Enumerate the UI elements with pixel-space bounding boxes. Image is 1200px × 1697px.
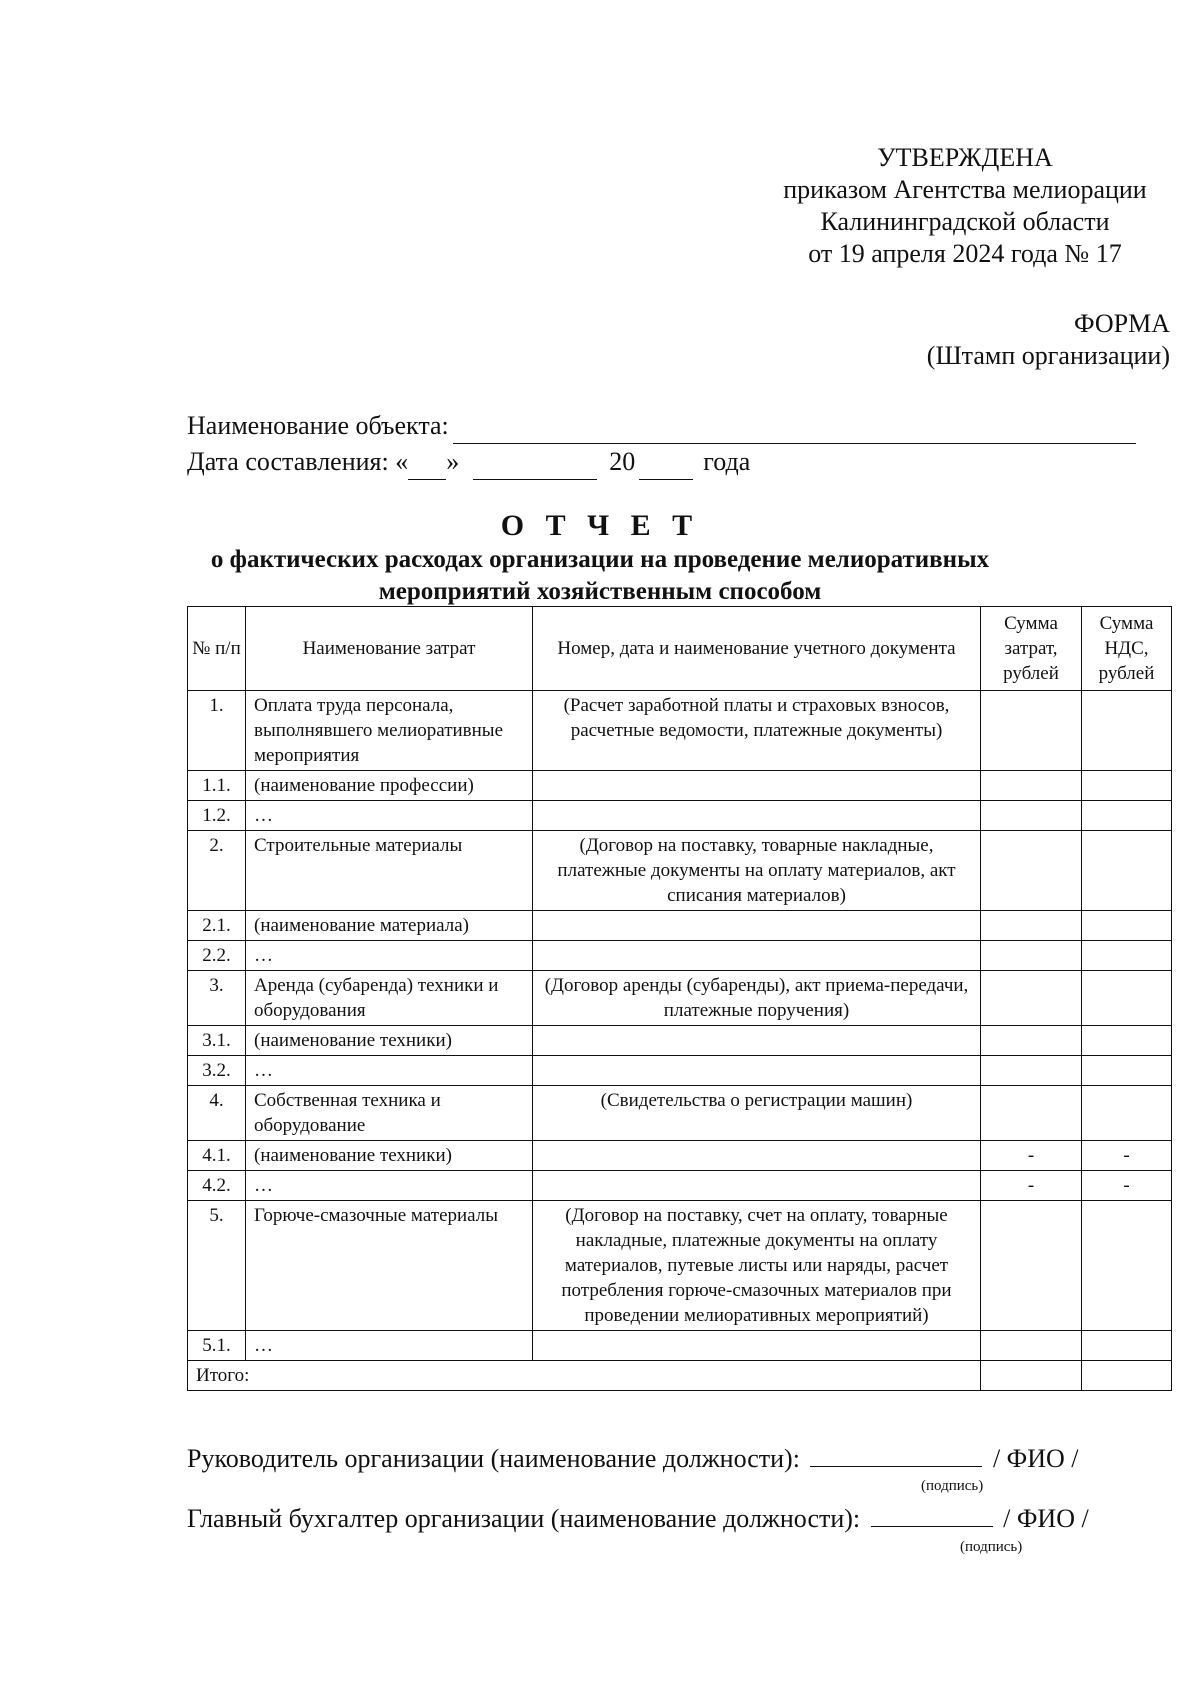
row-vat[interactable]: [1082, 1056, 1172, 1086]
day-blank[interactable]: [408, 455, 446, 480]
approval-line-1: УТВЕРЖДЕНА: [877, 143, 1053, 172]
report-title: [0, 508, 1200, 608]
row-expense-name: (наименование техники): [246, 1141, 533, 1171]
row-document[interactable]: [533, 1171, 981, 1201]
table-row: [188, 1171, 1172, 1201]
row-vat[interactable]: [1082, 971, 1172, 1026]
row-sum[interactable]: [981, 831, 1082, 911]
row-sum[interactable]: [981, 941, 1082, 971]
month-blank[interactable]: [473, 455, 597, 480]
table-row: [188, 1056, 1172, 1086]
row-num: 2.: [188, 831, 246, 911]
row-document[interactable]: (Договор аренды (субаренды), акт приема-передачи, платежные поручения): [533, 971, 981, 1026]
stamp-label: (Штамп организации): [926, 341, 1170, 370]
row-sum[interactable]: [981, 1201, 1082, 1331]
row-document[interactable]: [533, 1056, 981, 1086]
accountant-signature-line: [187, 1498, 1089, 1534]
row-vat[interactable]: [1082, 1086, 1172, 1141]
date-label: Дата составления: «: [187, 447, 409, 476]
form-label: ФОРМА: [1074, 309, 1170, 338]
row-sum[interactable]: [981, 1026, 1082, 1056]
header-num: № п/п: [188, 607, 246, 691]
row-expense-name: …: [246, 1056, 533, 1086]
row-document[interactable]: (Договор на поставку, счет на оплату, товарные накладные, платежные документы на оплату материалов, путевые листы или наряды, расчет потребления горюче-смазочных материалов при проведении мелиоративных мероприятий): [533, 1201, 981, 1331]
header-doc: Номер, дата и наименование учетного документа: [533, 607, 981, 691]
year-blank[interactable]: [639, 455, 693, 480]
table-row: [188, 1331, 1172, 1361]
approval-line-4: от 19 апреля 2024 года № 17: [808, 239, 1122, 268]
row-sum[interactable]: [981, 971, 1082, 1026]
row-document[interactable]: [533, 801, 981, 831]
row-vat[interactable]: [1082, 1201, 1172, 1331]
date-quote-close: »: [446, 447, 460, 476]
object-name-line: [187, 408, 1140, 444]
accountant-signature-blank[interactable]: [871, 1498, 993, 1527]
table-body: [188, 691, 1172, 1361]
row-vat[interactable]: [1082, 771, 1172, 801]
table-row: [188, 771, 1172, 801]
row-document[interactable]: [533, 1026, 981, 1056]
year-prefix: 20: [609, 447, 636, 476]
total-vat[interactable]: [1082, 1361, 1172, 1391]
row-expense-name: Аренда (субаренда) техники и оборудования: [246, 971, 533, 1026]
row-sum[interactable]: [981, 801, 1082, 831]
row-expense-name: (наименование техники): [246, 1026, 533, 1056]
table-row: [188, 1201, 1172, 1331]
row-document[interactable]: [533, 771, 981, 801]
row-sum[interactable]: -: [981, 1141, 1082, 1171]
row-sum[interactable]: [981, 691, 1082, 771]
total-sum[interactable]: [981, 1361, 1082, 1391]
row-num: 3.: [188, 971, 246, 1026]
year-suffix: года: [703, 447, 751, 476]
row-sum[interactable]: [981, 1056, 1082, 1086]
header-fields: [187, 408, 1140, 480]
row-num: 4.2.: [188, 1171, 246, 1201]
report-title-main: О Т Ч Е Т: [500, 509, 700, 542]
row-document[interactable]: (Договор на поставку, товарные накладные, платежные документы на оплату материалов, акт списания материалов): [533, 831, 981, 911]
row-num: 4.: [188, 1086, 246, 1141]
object-name-label: Наименование объекта:: [187, 411, 449, 440]
header-name: Наименование затрат: [246, 607, 533, 691]
table-header-row: [188, 607, 1172, 691]
row-vat[interactable]: [1082, 831, 1172, 911]
row-vat[interactable]: -: [1082, 1141, 1172, 1171]
row-vat[interactable]: [1082, 941, 1172, 971]
row-num: 2.1.: [188, 911, 246, 941]
table-row: [188, 971, 1172, 1026]
table-row: [188, 1086, 1172, 1141]
row-num: 3.1.: [188, 1026, 246, 1056]
row-document[interactable]: [533, 1141, 981, 1171]
row-expense-name: …: [246, 1171, 533, 1201]
row-expense-name: (наименование профессии): [246, 771, 533, 801]
row-num: 1.: [188, 691, 246, 771]
table-row: [188, 831, 1172, 911]
date-line: [187, 444, 1140, 480]
row-num: 1.2.: [188, 801, 246, 831]
row-document[interactable]: [533, 911, 981, 941]
accountant-signature-caption: (подпись): [960, 1539, 1023, 1555]
table-row: [188, 941, 1172, 971]
head-fio: / ФИО /: [992, 1444, 1079, 1473]
accountant-fio: / ФИО /: [1003, 1504, 1089, 1533]
table-row: [188, 691, 1172, 771]
total-label: Итого:: [188, 1361, 981, 1391]
header-sum: Сумма затрат, рублей: [981, 607, 1082, 691]
row-sum[interactable]: [981, 1086, 1082, 1141]
row-expense-name: …: [246, 1331, 533, 1361]
row-num: 4.1.: [188, 1141, 246, 1171]
table-row: [188, 801, 1172, 831]
row-sum[interactable]: [981, 771, 1082, 801]
row-sum[interactable]: -: [981, 1171, 1082, 1201]
approval-line-3: Калининградской области: [820, 207, 1110, 236]
row-document[interactable]: (Свидетельства о регистрации машин): [533, 1086, 981, 1141]
row-document[interactable]: [533, 941, 981, 971]
row-num: 3.2.: [188, 1056, 246, 1086]
row-sum[interactable]: [981, 911, 1082, 941]
row-document[interactable]: (Расчет заработной платы и страховых взносов, расчетные ведомости, платежные документы): [533, 691, 981, 771]
row-vat[interactable]: [1082, 801, 1172, 831]
form-label-block: [927, 308, 1170, 372]
head-label: Руководитель организации (наименование должности):: [187, 1444, 800, 1473]
row-expense-name: Строительные материалы: [246, 831, 533, 911]
head-signature-line: [187, 1438, 1079, 1474]
report-title-sub-2: мероприятий хозяйственным способом: [378, 578, 822, 605]
object-name-blank[interactable]: [453, 419, 1136, 444]
table-row: [188, 1141, 1172, 1171]
report-title-sub-1: о фактических расходах организации на проведение мелиоративных: [210, 546, 990, 573]
row-num: 2.2.: [188, 941, 246, 971]
row-num: 1.1.: [188, 771, 246, 801]
accountant-label: Главный бухгалтер организации (наименование должности):: [187, 1504, 861, 1533]
row-document[interactable]: [533, 1331, 981, 1361]
row-vat[interactable]: [1082, 911, 1172, 941]
table-row: [188, 1026, 1172, 1056]
row-sum[interactable]: [981, 1331, 1082, 1361]
row-expense-name: …: [246, 941, 533, 971]
table-row: [188, 911, 1172, 941]
head-signature-caption: (подпись): [921, 1478, 984, 1494]
row-expense-name: Горюче-смазочные материалы: [246, 1201, 533, 1331]
row-expense-name: …: [246, 801, 533, 831]
head-signature-blank[interactable]: [810, 1438, 982, 1467]
row-vat[interactable]: -: [1082, 1171, 1172, 1201]
row-expense-name: Оплата труда персонала, выполнявшего мелиоративные мероприятия: [246, 691, 533, 771]
expense-table: [187, 606, 1172, 1391]
row-vat[interactable]: [1082, 1331, 1172, 1361]
row-vat[interactable]: [1082, 1026, 1172, 1056]
row-num: 5.: [188, 1201, 246, 1331]
header-vat: Сумма НДС, рублей: [1082, 607, 1172, 691]
approval-block: [700, 142, 1200, 270]
approval-line-2: приказом Агентства мелиорации: [783, 175, 1147, 204]
row-expense-name: Собственная техника и оборудование: [246, 1086, 533, 1141]
total-row: [188, 1361, 1172, 1391]
row-num: 5.1.: [188, 1331, 246, 1361]
row-expense-name: (наименование материала): [246, 911, 533, 941]
row-vat[interactable]: [1082, 691, 1172, 771]
